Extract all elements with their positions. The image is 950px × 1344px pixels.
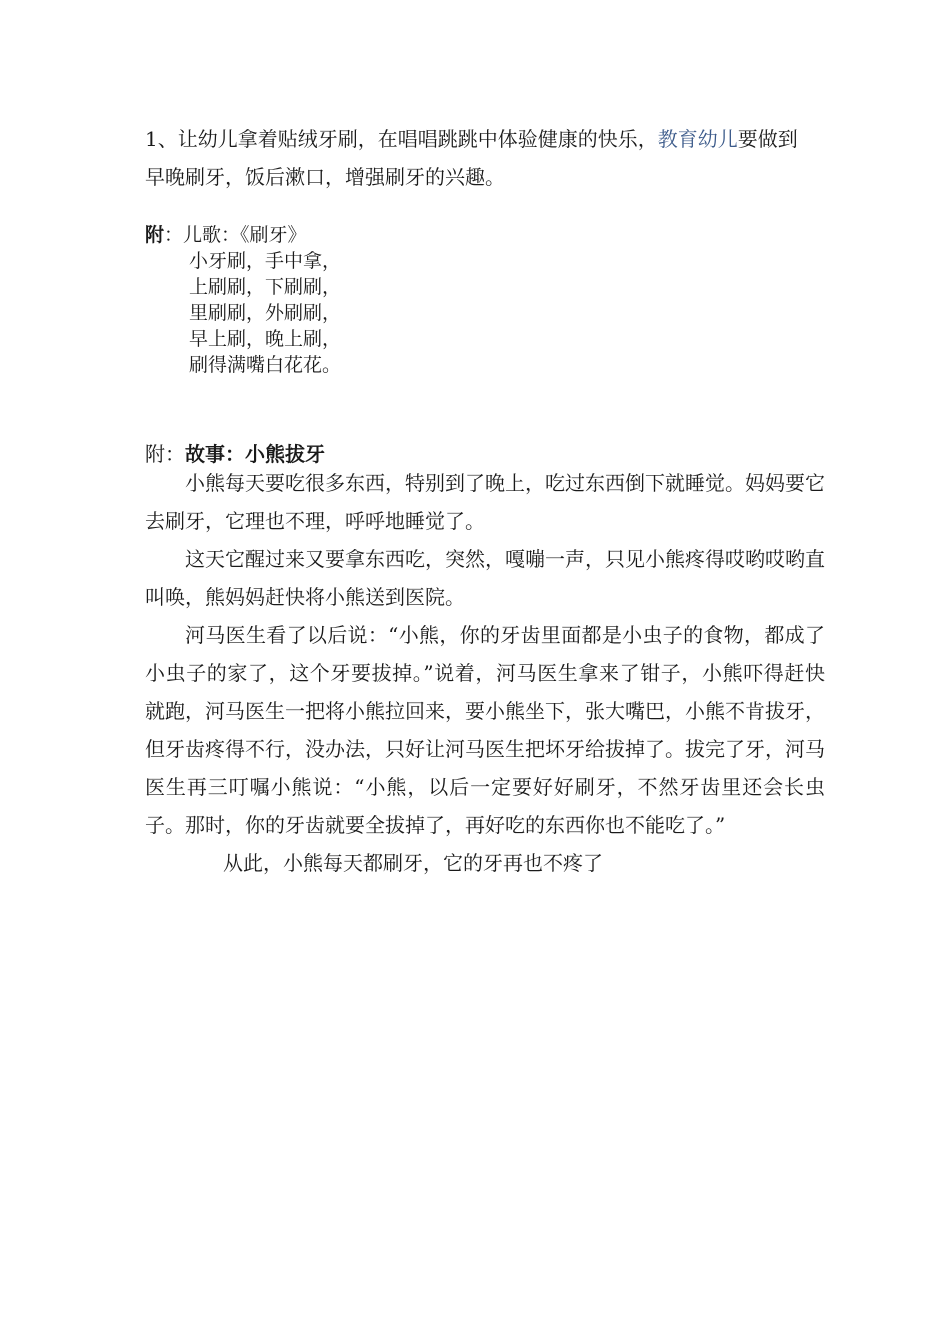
appendix-colon: ： [164,224,184,246]
nursery-rhyme-block [145,222,545,378]
intro-text-start: 1、让幼儿拿着贴绒牙刷，在唱唱跳跳中体验健康的快乐， [145,127,658,151]
story-title: 故事：小熊拔牙 [185,442,325,466]
appendix-label: 附 [145,224,165,246]
story-paragraph: 河马医生看了以后说：“小熊，你的牙齿里面都是小虫子的食物，都成了小虫子的家了，这个牙要拔掉。”说着，河马医生拿来了钳子，小熊吓得赶快就跑，河马医生一把将小熊拉回来，要小熊坐下，张大嘴巴，小熊不肯拔牙，但牙齿疼得不行，没办法，只好让河马医生把坏牙给拔掉了。拔完了牙，河马医生再三叮嘱小熊说：“小熊，以后一定要好好刷牙，不然牙齿里还会长虫子。那时，你的牙齿就要全拔掉了，再好吃的东西你也不能吃了。” [145,623,825,837]
nursery-rhyme-line: 上刷刷，下刷刷， [189,276,342,298]
story-paragraph: 小熊每天要吃很多东西，特别到了晚上，吃过东西倒下就睡觉。妈妈要它去刷牙，它理也不理，呼呼地睡觉了。 [145,471,825,533]
intro-link-text[interactable]: 教育幼儿 [657,127,738,151]
story-paragraph: 从此，小熊每天都刷牙，它的牙再也不疼了 [223,851,603,875]
nursery-rhyme-line: 小牙刷，手中拿， [189,250,342,272]
nursery-rhyme-title: 儿歌：《刷牙》 [183,224,307,246]
story-paragraph: 这天它醒过来又要拿东西吃，突然，嘎嘣一声，只见小熊疼得哎哟哎哟直叫唤，熊妈妈赶快将小熊送到医院。 [145,547,825,609]
intro-paragraph [145,120,815,196]
nursery-rhyme-line: 刷得满嘴白花花。 [189,354,342,376]
nursery-rhyme-line: 早上刷，晚上刷， [189,328,342,350]
intro-text-end: 要做到早晚刷牙，饭后漱口，增强刷牙的兴趣。 [145,127,798,189]
nursery-rhyme-heading [145,222,545,248]
story-body [145,464,825,882]
nursery-rhyme-line: 里刷刷，外刷刷， [189,302,342,324]
story-appendix-label: 附： [145,442,185,466]
